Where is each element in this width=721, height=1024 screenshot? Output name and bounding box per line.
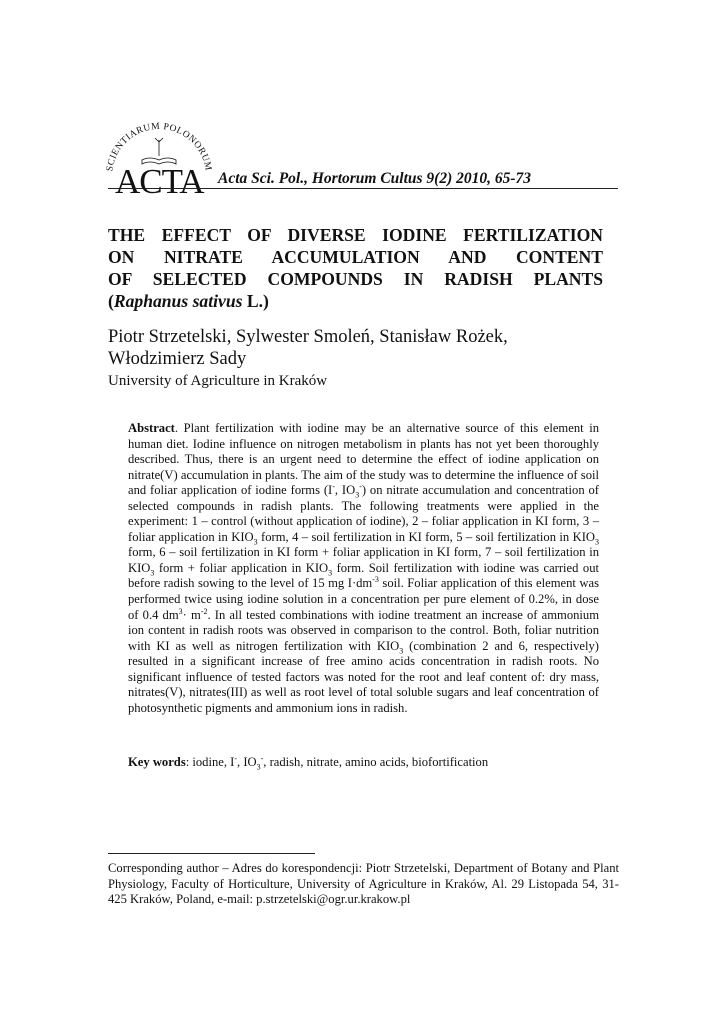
header-divider bbox=[108, 188, 618, 189]
authors-line-1: Piotr Strzetelski, Sylwester Smoleń, Stanisław Rożek, bbox=[108, 327, 508, 347]
latin-name: Raphanus sativus bbox=[113, 291, 243, 311]
journal-citation: Acta Sci. Pol., Hortorum Cultus 9(2) 2010, 65-73 bbox=[218, 170, 532, 187]
logo-word: ACTA bbox=[115, 162, 204, 201]
title-line-4: (Raphanus sativus L.) bbox=[108, 291, 269, 311]
authors-line-2: Włodzimierz Sady bbox=[108, 349, 247, 369]
footnote-divider bbox=[108, 853, 315, 854]
logo-arc-text: SCIENTIARUM POLONORUM bbox=[105, 121, 213, 173]
journal-logo bbox=[98, 112, 218, 201]
author-list bbox=[108, 326, 608, 370]
affiliation: University of Agriculture in Kraków bbox=[108, 373, 328, 389]
abstract-label: Abstract bbox=[128, 421, 175, 435]
keywords-label: Key words bbox=[128, 755, 186, 769]
keywords: Key words: iodine, I-, $IO_3^-$, radish, nitrate, amino acids, biofortification bbox=[128, 753, 489, 772]
article-title bbox=[108, 224, 603, 312]
title-line-1: THE EFFECT OF DIVERSE IODINE FERTILIZATION bbox=[108, 225, 603, 245]
title-line-3: OF SELECTED COMPOUNDS IN RADISH PLANTS bbox=[108, 269, 603, 289]
title-line-2: ON NITRATE ACCUMULATION AND CONTENT bbox=[108, 247, 603, 267]
corresponding-author-footnote: Corresponding author – Adres do korespondencji: Piotr Strzetelski, Department of Botany and Plant Physiology, Faculty of Horticulture, University of Agriculture in Kraków, Al. 29 Listopada 54, 31-425 Kraków, Poland, e-mail: p.strzetelski@ogr.ur.krakow.pl bbox=[108, 861, 619, 907]
abstract: Abstract. Plant fertilization with iodine may be an alternative source of this element in human diet. Iodine influence on nitrogen metabolism in plants has not yet been thoroughly described. Thus, there is an urgent need to determine the effect of iodine application on nitrate(V) accumulation in plants. The aim of the study was to determine the influence of soil and foliar application of iodine forms (I-, $IO_3^-$) on nitrate accumulation and concentration of selected compounds in radish plants. The following treatments were applied in the experiment: 1 – control (without application of iodine), 2 – foliar application in KI form, 3 – foliar application in $KIO_3$ form, 4 – soil fertilization in KI form, 5 – soil fertilization in $KIO_3$ form, 6 – soil fertilization in KI form + foliar application in KI form, 7 – soil fertilization in $KIO_3$ form + foliar application in $KIO_3$ form. Soil fertilization with iodine was carried out before radish sowing to the level of 15 mg $I\cdot dm^{-3}$ soil. Foliar application of this element was performed twice using iodine solution in a concentration per pure element of 0.2%, in dose of 0.4 $dm^3\cdot m^{-2}$. In all tested combinations with iodine treatment an increase of ammonium ion content in radish roots was observed in comparison to the control. Both, foliar nutrition with KI as well as nitrogen fertilization with $KIO_3$ (combination 2 and 6, respectively) resulted in a significant increase of free amino acids concentration in radish roots. No significant influence of tested factors was noted for the root and leaf content of: dry mass, nitrates(V), nitrates(III) as well as root level of total soluble sugars and leaf concentration of photosynthetic pigments and ammonium ions in radish. bbox=[128, 421, 600, 715]
book-emblem-icon bbox=[142, 138, 176, 164]
